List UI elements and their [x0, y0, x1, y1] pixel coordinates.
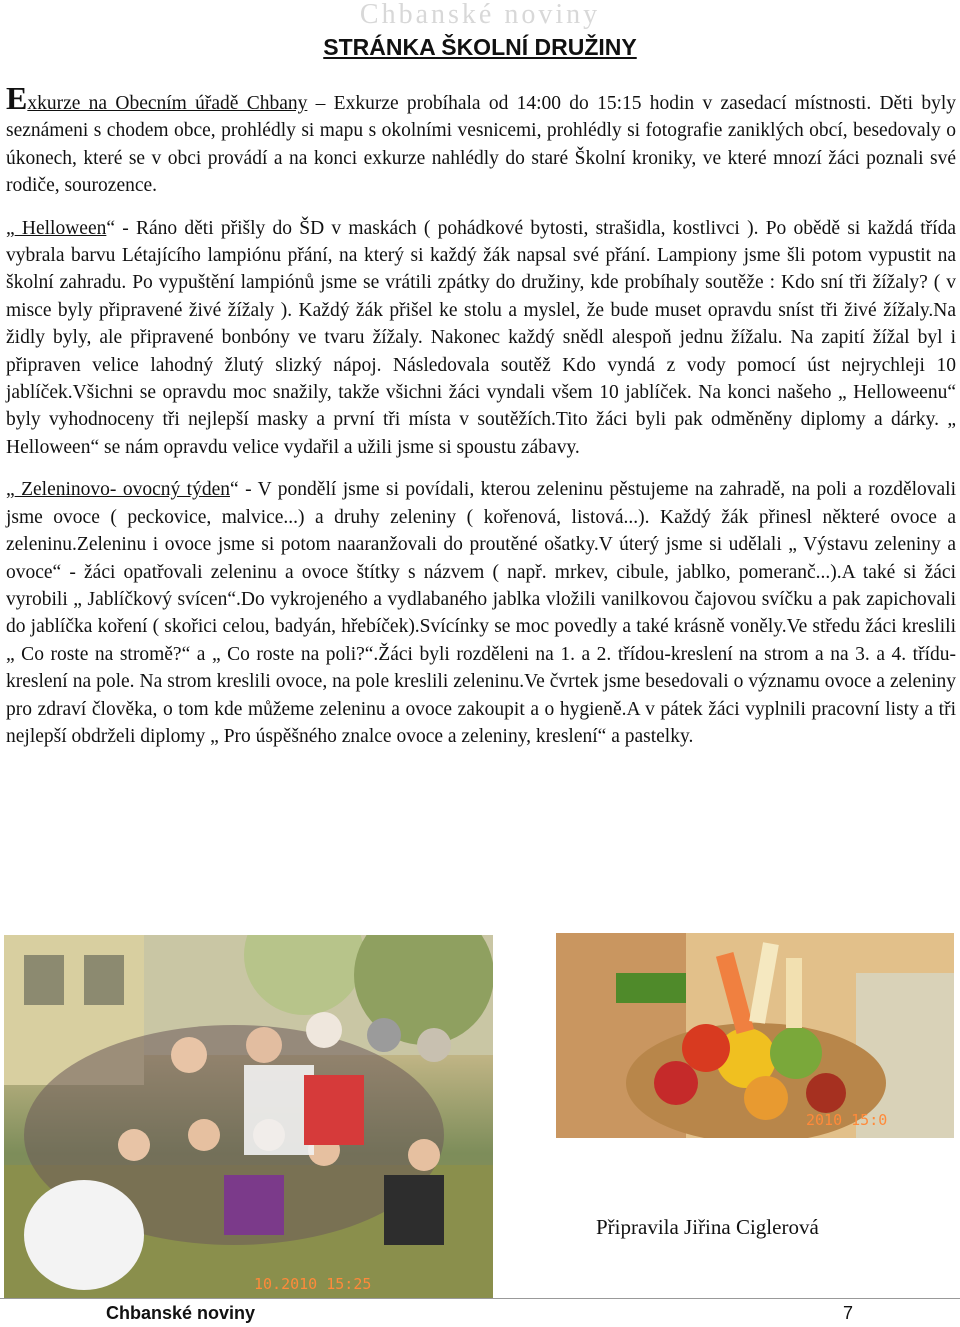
masthead: Chbanské noviny: [359, 0, 601, 30]
footer-publication-name: Chbanské noviny: [106, 1303, 256, 1323]
dropcap: E: [6, 80, 28, 116]
article-helloween-title: Helloween: [14, 217, 107, 239]
article-helloween-quote: „: [6, 217, 15, 239]
article-zelenina-title: Zeleninovo- ovocný týden: [14, 479, 230, 501]
article-helloween: [6, 215, 956, 462]
article-body: [6, 80, 957, 765]
article-exkurze-text: – Exkurze probíhala od 14:00 do 15:15 hodin v zasedací místnosti. Děti byly seznámeni s chodem obce, prohlédly si mapu s okolními vesnicemi, prohlédly si fotografie zaniklých obcí, besedovaly o úkonech, které se v obci provádí a na konci exkurze nahlédly do staré Školní kroniky, ve které mnozí žáci poznali své rodiče, sourozence.: [6, 93, 956, 197]
article-zelenina-text: “ - V pondělí jsme si povídali, kterou zeleninu pěstujeme na zahradě, na poli a rozdělovali jsme ovoce ( peckovice, malvice...) a druhy zeleniny ( kořenová, listová...). Každý žák přinesl některé ovoce a zeleninu.Zeleninu i ovoce jsme si potom naaranžovali do proutěné ošatky.V úterý jsme si udělali „ Výstavu zeleniny a ovoce“ - žáci opatřovali zeleninu a ovoce štítky s názvem ( např. mrkev, cibule, jablko, pomeranč...).A také si žáci vyrobili „ Jablíčkový svícen“.Do vykrojeného a vydlabaného jablka vložili vanilkovou čajovou svíčku a pak zapichovali do jablíčka koření ( skořici celou, badyán, hřebíček).Svícínky se moc povedly a také krásně voněly.Ve středu žáci kreslili „ Co roste na stromě?“ a „ Co roste na poli?“.Žáci byli rozděleni na 1. a 2. třídou-kreslení na strom a na 3. a 4. třídu- kreslení na pole. Na strom kreslili ovoce, na pole kreslili zeleninu.Ve čvrtek jsme besedovali o významu ovoce a zeleniny pro zdraví člověka, o tom kde můžeme zeleninu a ovoce zakoupit a o hygieně.A v pátek žáci vyplnili pracovní listy a tři nejlepší obdrželi diplomy „ Pro úspěšného znalce ovoce a zeleniny, kreslení“ a pastelky.: [6, 479, 957, 747]
photo-children-costumes-illustration: [4, 935, 493, 1299]
article-helloween-text: “ - Ráno děti přišly do ŠD v maskách ( pohádkové bytosti, strašidla, kostlivci ). Po obědě si každá třída vybrala barvu Létajícího lampiónu přání, na který si každý žák napsal své přání. Lampiony jsme šli potom vypustit na školní zahradu. Po vypuštění lampiónů jsme se vrátili zpátky do družiny, kde probíhaly soutěže : Kdo sní tři žížaly? ( v misce byly připravené živé žížaly ). Každý žák přišel ke stolu a myslel, že bude muset opravdu sníst tři živé žížaly.Na židly byly, ale připravené bonbóny ve tvaru žížaly. Nakonec každý snědl alespoň jednu žížalu. Na zapití žížal byl i připraven velice lahodný žlutý slizký nápoj. Následovala soutěž Kdo vyndá z vody pomocí úst nejrychleji 10 jablíček.Všichni se opravdu moc snažily, takže všichni žáci vyndali všem 10 jablíček. Na konci našeho „ Helloweenu“ byly vyhodnoceny tři nejlepší masky a první tři místa v soutěžích.Tito žáci byli pak odměněny diplomy a dárky. „ Helloween“ se nám opravdu velice vydařil a užili jsme si spoustu zábavy.: [6, 217, 956, 458]
photo-right-timestamp: 2010 15:0: [806, 1111, 888, 1129]
article-exkurze: [6, 80, 956, 200]
photo-fruit-basket-illustration: [556, 933, 954, 1138]
page-title: STRÁNKA ŠKOLNÍ DRUŽINY: [323, 34, 637, 60]
author-credit: Připravila Jiřina Ciglerová: [596, 1215, 819, 1239]
article-zelenina: [6, 476, 956, 750]
photo-left-timestamp: 10.2010 15:25: [254, 1275, 372, 1293]
article-exkurze-title: xkurze na Obecním úřadě Chbany: [27, 93, 308, 114]
footer-page-number: 7: [843, 1303, 854, 1323]
photo-children-costumes: [4, 935, 493, 1299]
article-zelenina-quote: „: [6, 479, 15, 501]
footer-divider: [0, 1298, 960, 1299]
photo-fruit-basket: [556, 933, 954, 1138]
